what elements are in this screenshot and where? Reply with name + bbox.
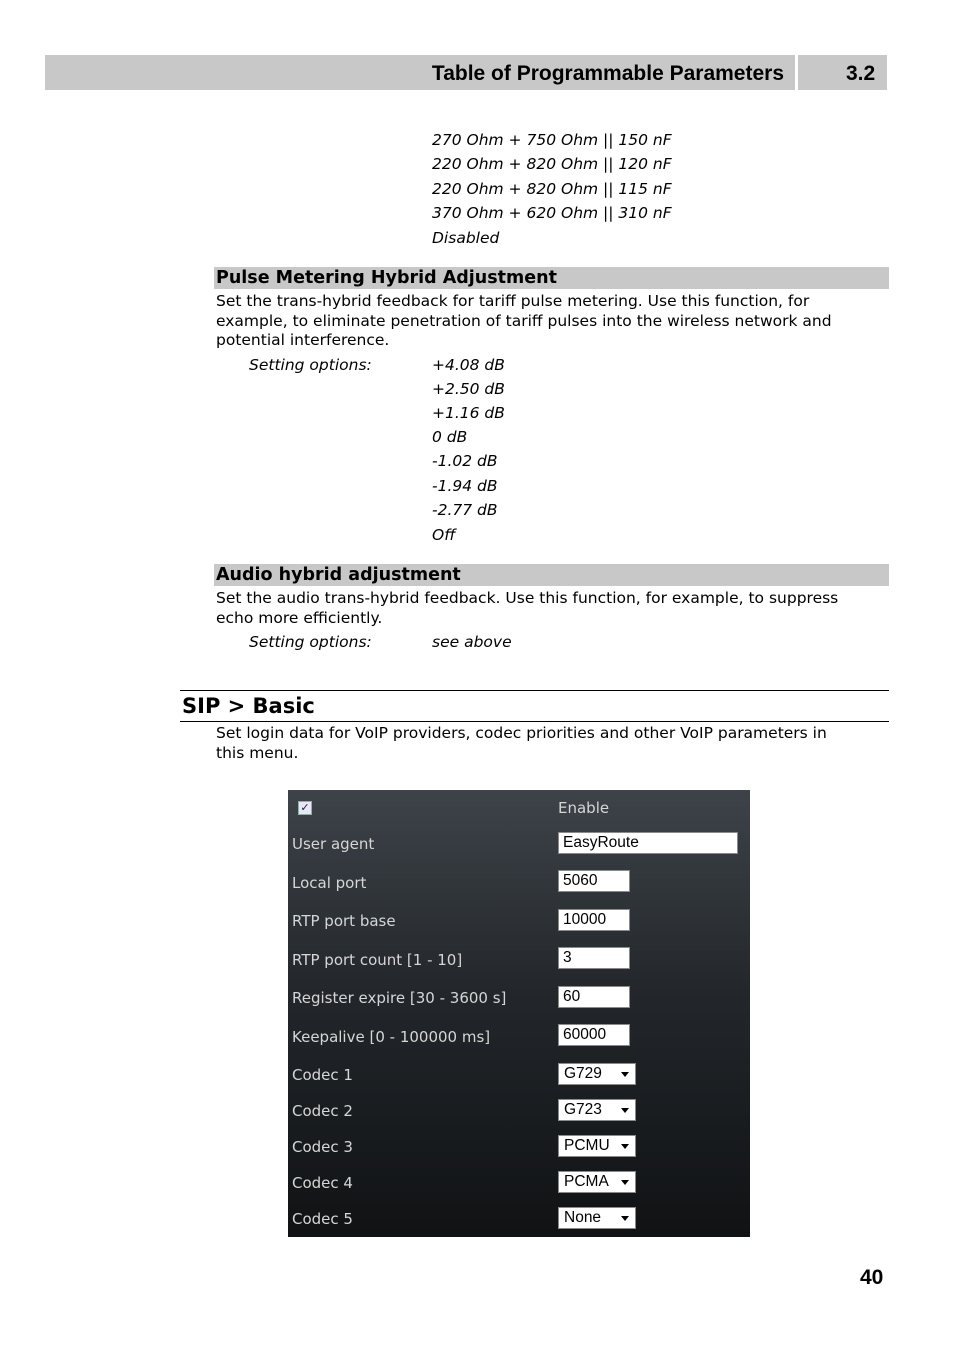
- pulse-heading: Pulse Metering Hybrid Adjustment: [216, 268, 557, 288]
- pulse-option: +2.50 dB: [432, 380, 505, 398]
- field-label: Local port: [292, 874, 367, 892]
- sip-heading: SIP > Basic: [182, 694, 315, 718]
- codec-2-select[interactable]: [558, 1099, 636, 1121]
- page-title: Table of Programmable Parameters: [431, 62, 784, 85]
- pulse-option: +4.08 dB: [432, 356, 505, 374]
- select-value: None: [564, 1209, 602, 1226]
- codec-1-select[interactable]: [558, 1063, 636, 1085]
- codec-label: Codec 2: [292, 1102, 353, 1120]
- chevron-down-icon: [621, 1108, 629, 1113]
- audio-options-label: Setting options:: [249, 633, 372, 651]
- page-number: 40: [860, 1266, 884, 1289]
- rtp-port-count-input[interactable]: 3: [558, 947, 630, 969]
- field-label: Keepalive [0 - 100000 ms]: [292, 1028, 491, 1046]
- sip-config-panel: [288, 790, 750, 1237]
- field-label: User agent: [292, 835, 375, 853]
- codec-5-select[interactable]: [558, 1207, 636, 1229]
- section-number: 3.2: [846, 62, 876, 85]
- chevron-down-icon: [621, 1072, 629, 1077]
- pulse-options-label: Setting options:: [249, 356, 372, 374]
- impedance-option: Disabled: [432, 229, 500, 247]
- field-label: Register expire [30 - 3600 s]: [292, 989, 507, 1007]
- impedance-option: 220 Ohm + 820 Ohm || 115 nF: [432, 180, 672, 198]
- pulse-option: Off: [432, 526, 456, 544]
- audio-options-value: see above: [432, 633, 512, 651]
- chevron-down-icon: [621, 1216, 629, 1221]
- user-agent-input[interactable]: EasyRoute: [558, 832, 738, 854]
- codec-label: Codec 4: [292, 1174, 353, 1192]
- sip-description: [216, 724, 876, 763]
- enable-label: Enable: [558, 799, 610, 817]
- codec-3-select[interactable]: [558, 1135, 636, 1157]
- chevron-down-icon: [621, 1180, 629, 1185]
- impedance-option: 370 Ohm + 620 Ohm || 310 nF: [432, 204, 672, 222]
- select-value: PCMA: [564, 1173, 609, 1190]
- pulse-option: -1.02 dB: [432, 452, 498, 470]
- audio-description: [216, 589, 876, 628]
- text-line: Set the trans-hybrid feedback for tariff pulse metering. Use this function, for: [216, 292, 810, 310]
- codec-label: Codec 5: [292, 1210, 353, 1228]
- enable-checkbox[interactable]: ✓: [298, 801, 312, 815]
- pulse-option: +1.16 dB: [432, 404, 505, 422]
- codec-label: Codec 3: [292, 1138, 353, 1156]
- keepalive-input[interactable]: 60000: [558, 1024, 630, 1046]
- impedance-option: 220 Ohm + 820 Ohm || 120 nF: [432, 155, 672, 173]
- pulse-description: [216, 292, 876, 351]
- text-line: this menu.: [216, 743, 299, 762]
- text-line: Set the audio trans-hybrid feedback. Use this function, for example, to suppress: [216, 589, 839, 607]
- chevron-down-icon: [621, 1144, 629, 1149]
- pulse-option: -1.94 dB: [432, 477, 498, 495]
- codec-label: Codec 1: [292, 1066, 353, 1084]
- pulse-option: 0 dB: [432, 428, 468, 446]
- audio-heading: Audio hybrid adjustment: [216, 565, 461, 585]
- register-expire-input[interactable]: 60: [558, 986, 630, 1008]
- codec-4-select[interactable]: [558, 1171, 636, 1193]
- impedance-option: 270 Ohm + 750 Ohm || 150 nF: [432, 131, 672, 149]
- select-value: PCMU: [564, 1137, 610, 1154]
- text-line: Set login data for VoIP providers, codec priorities and other VoIP parameters in: [216, 724, 827, 742]
- text-line: potential interference.: [216, 331, 390, 349]
- text-line: echo more efficiently.: [216, 608, 383, 627]
- select-value: G729: [564, 1065, 602, 1082]
- text-line: example, to eliminate penetration of tariff pulses into the wireless network and: [216, 311, 832, 330]
- section-rule-bottom: [180, 721, 889, 722]
- select-value: G723: [564, 1101, 602, 1118]
- pulse-option: -2.77 dB: [432, 501, 498, 519]
- section-rule-top: [180, 690, 889, 691]
- field-label: RTP port count [1 - 10]: [292, 951, 463, 969]
- field-label: RTP port base: [292, 912, 396, 930]
- local-port-input[interactable]: 5060: [558, 870, 630, 892]
- rtp-port-base-input[interactable]: 10000: [558, 909, 630, 931]
